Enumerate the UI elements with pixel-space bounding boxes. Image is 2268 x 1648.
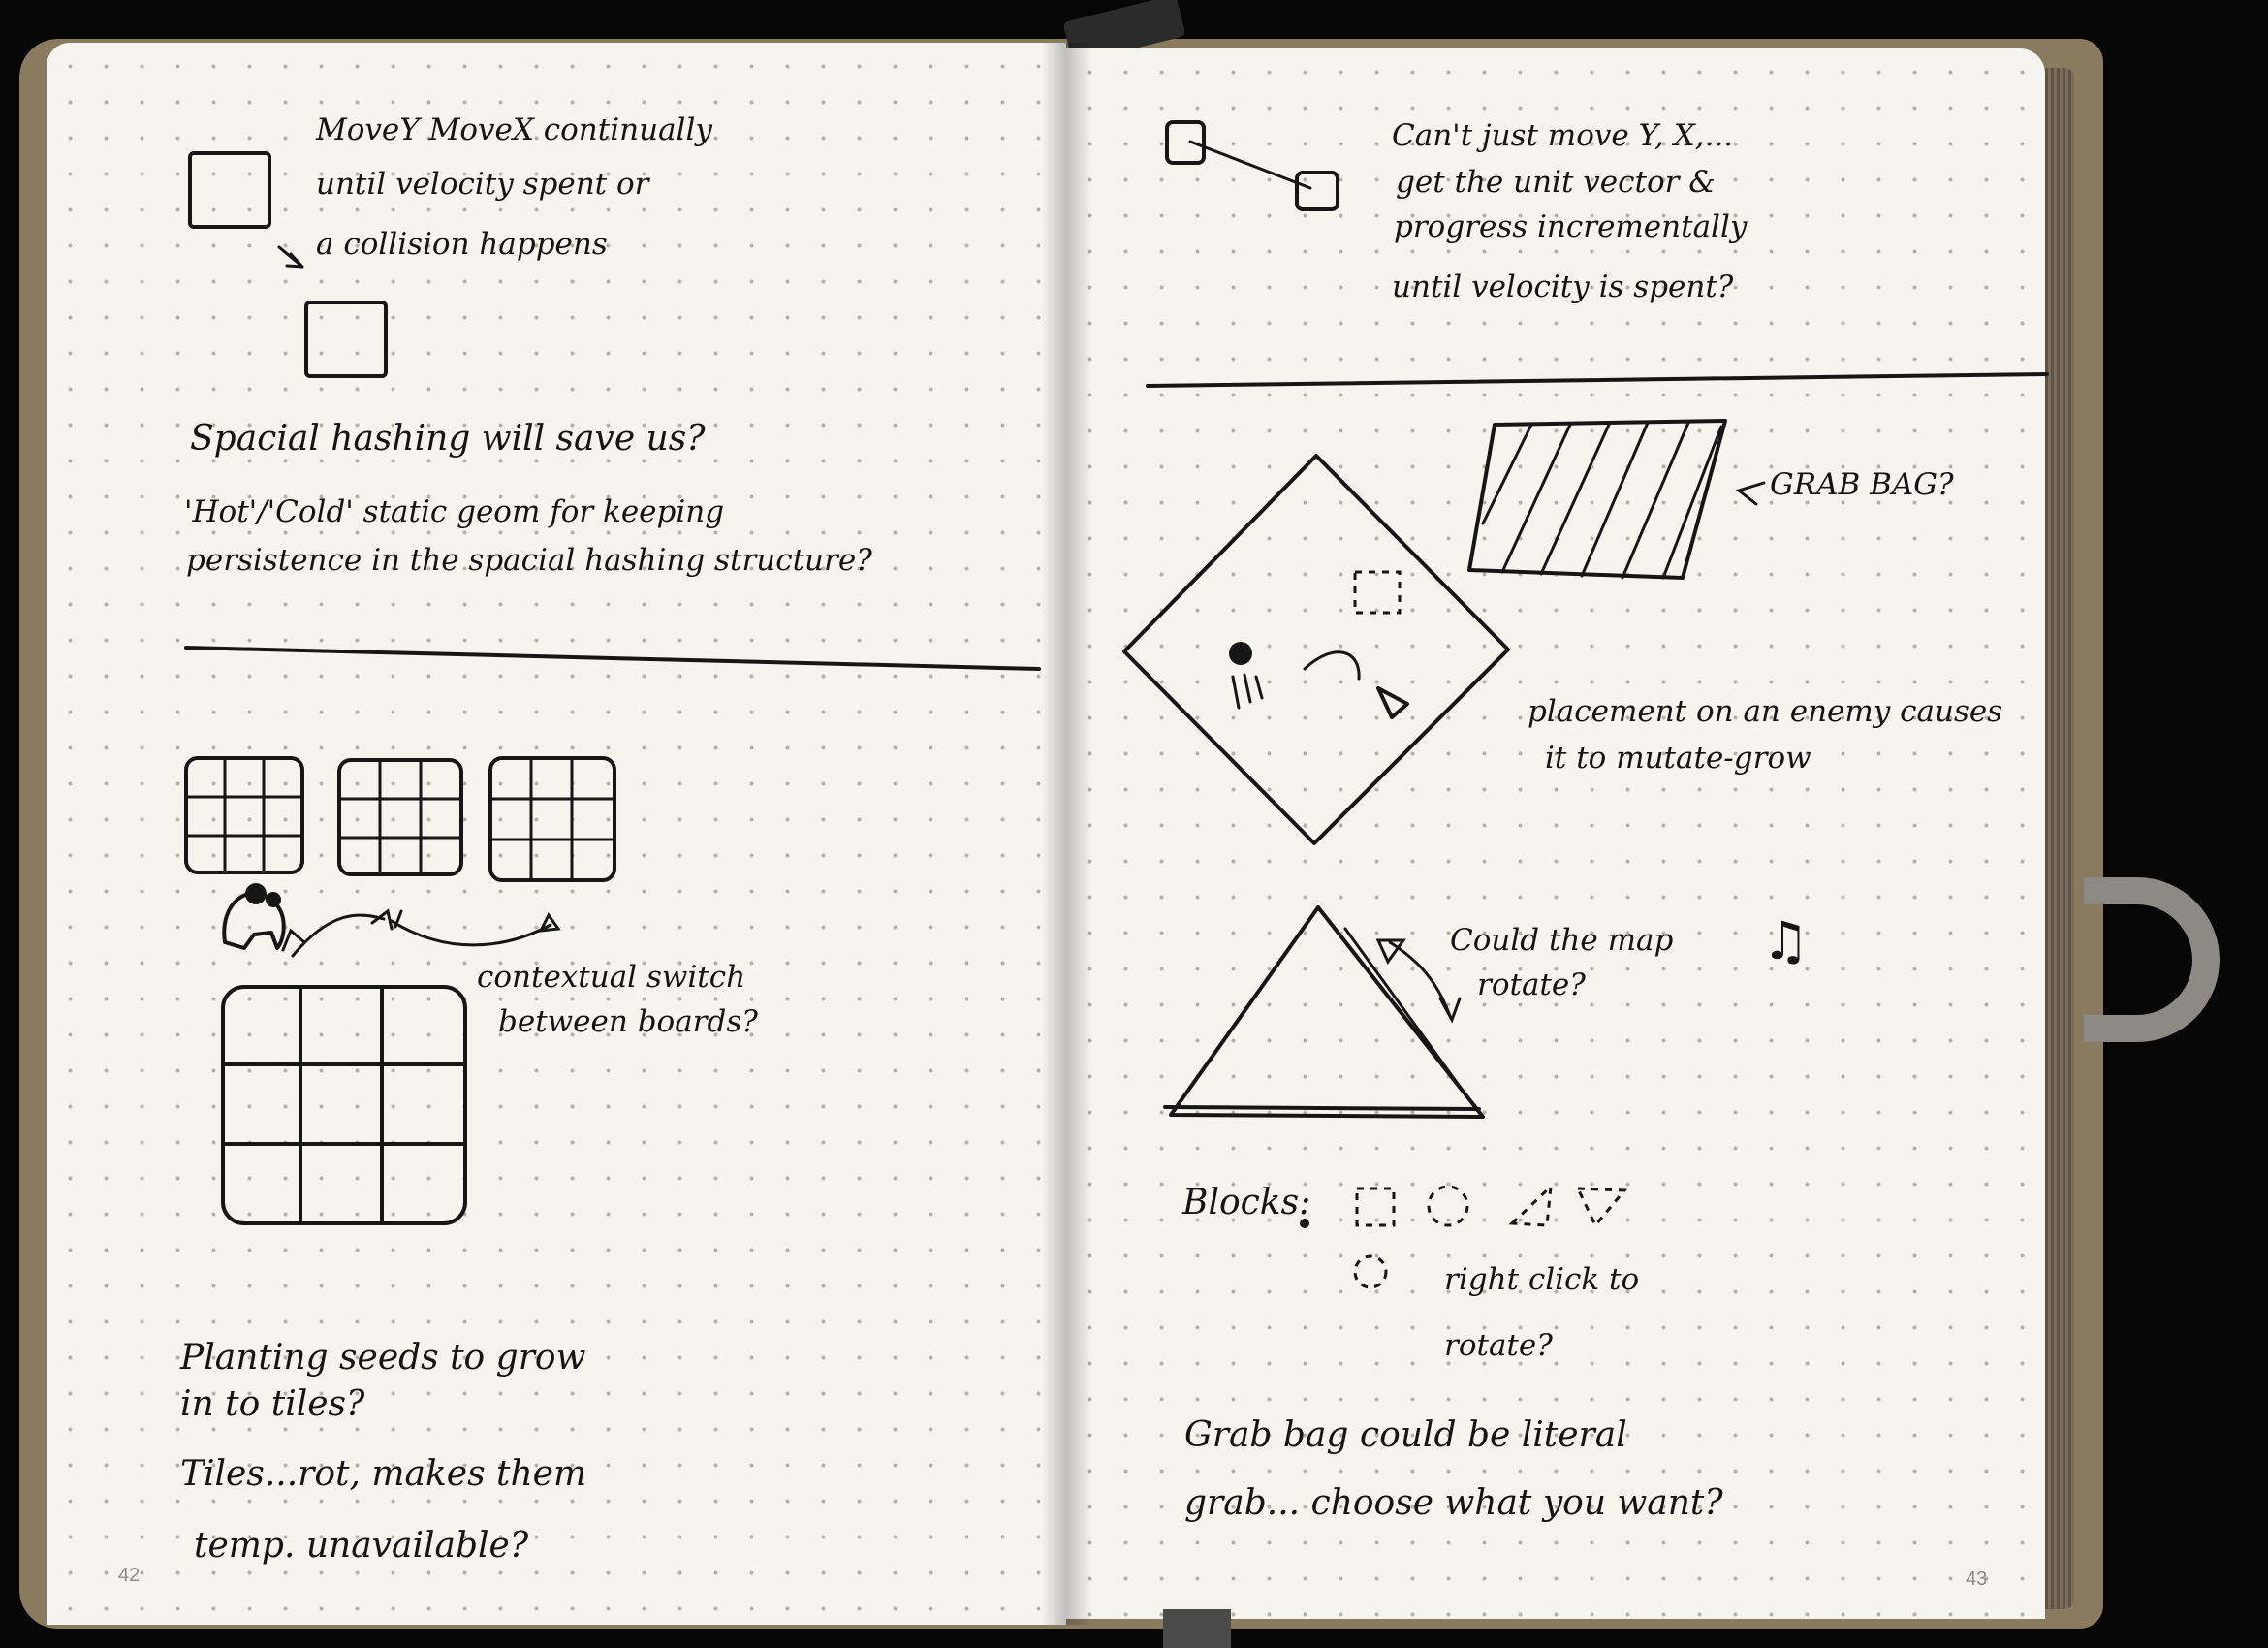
- note-rotate-1: Could the map: [1450, 923, 1674, 958]
- grid-board-3: [490, 758, 614, 880]
- note-unit-2: get the unit vector &: [1396, 165, 1716, 200]
- note-hot-cold-2: persistence in the spacial hashing structure?: [186, 543, 872, 578]
- grab-bag-arrow-icon: [1739, 483, 1764, 504]
- note-placement-2: it to mutate-grow: [1545, 741, 1811, 776]
- note-tiles-1: Tiles...rot, makes them: [180, 1454, 587, 1494]
- large-grid-board: [223, 987, 465, 1223]
- divider-line: [186, 648, 1039, 669]
- grid-board-1: [186, 758, 302, 872]
- note-move-3: a collision happens: [316, 227, 608, 262]
- note-grab-bag: GRAB BAG?: [1770, 467, 1954, 502]
- page-number-right: 43: [1966, 1569, 1988, 1590]
- box-sketch-1: [190, 153, 269, 227]
- box-sketch-2: [306, 302, 386, 376]
- grab-bag-parallelogram: [1469, 421, 1725, 578]
- note-right-click-1: right click to: [1444, 1262, 1640, 1297]
- rotate-arrow-icon: [1378, 940, 1460, 1020]
- character-icon: [224, 883, 284, 948]
- note-contextual-1: contextual switch: [477, 960, 746, 995]
- grid-board-2: [339, 760, 461, 874]
- arrow-icon: [279, 247, 302, 267]
- note-planting-2: in to tiles?: [180, 1384, 365, 1424]
- diamond-board: [1124, 456, 1508, 843]
- note-grab-literal-1: Grab bag could be literal: [1184, 1415, 1627, 1455]
- switch-arrow-1: [293, 915, 384, 956]
- note-contextual-2: between boards?: [498, 1004, 758, 1039]
- note-unit-1: Can't just move Y, X,...: [1392, 118, 1734, 153]
- note-right-click-2: rotate?: [1444, 1328, 1553, 1363]
- arrow-heads: [283, 911, 558, 950]
- note-unit-3: progress incrementally: [1394, 209, 1748, 244]
- note-placement-1: placement on an enemy causes: [1528, 694, 2003, 729]
- triangle-map: [1165, 907, 1483, 1117]
- unit-vector-sketch: [1167, 122, 1338, 209]
- divider-line-right: [1148, 374, 2047, 386]
- note-tiles-2: temp. unavailable?: [194, 1526, 529, 1566]
- page-number-left: 42: [118, 1565, 141, 1586]
- note-hot-cold-1: 'Hot'/'Cold' static geom for keeping: [184, 494, 725, 529]
- note-unit-4: until velocity is spent?: [1392, 269, 1734, 304]
- note-move-2: until velocity spent or: [316, 167, 649, 202]
- note-rotate-2: rotate?: [1477, 967, 1586, 1002]
- note-blocks-label: Blocks:: [1182, 1183, 1311, 1222]
- switch-arrow-2: [392, 921, 551, 945]
- music-note-icon: ♫: [1762, 910, 1810, 971]
- note-move-1: MoveY MoveX continually: [316, 112, 712, 147]
- note-grab-literal-2: grab... choose what you want?: [1184, 1483, 1723, 1523]
- note-planting-1: Planting seeds to grow: [180, 1338, 586, 1378]
- note-spatial-hashing: Spacial hashing will save us?: [190, 419, 706, 459]
